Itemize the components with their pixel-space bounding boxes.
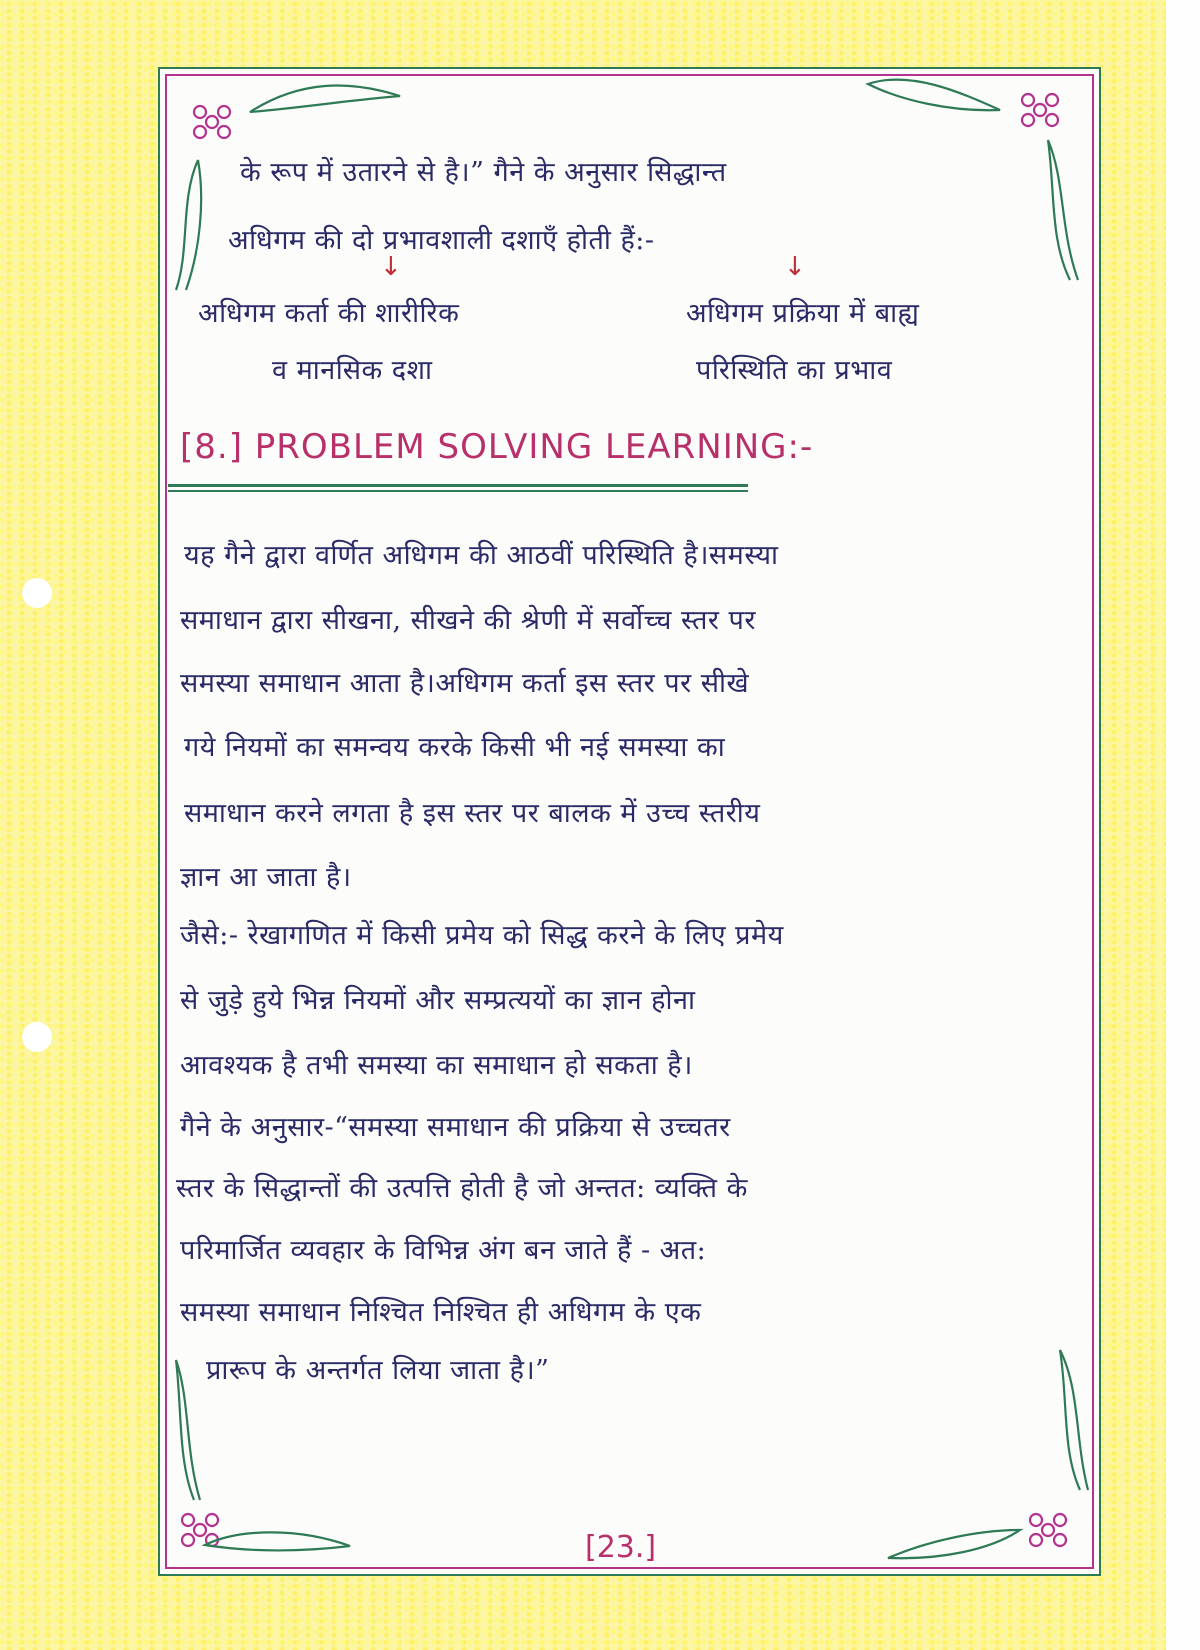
heading-underline	[168, 484, 748, 487]
body-line: ज्ञान आ जाता है।	[180, 862, 352, 893]
page-number: [23.]	[585, 1530, 657, 1565]
condition-left-line2: व मानसिक दशा	[272, 355, 433, 386]
body-line: समाधान द्वारा सीखना, सीखने की श्रेणी में सर्वोच्च स्तर पर	[180, 605, 756, 636]
condition-right-line1: अधिगम प्रक्रिया में बाह्य	[686, 298, 920, 329]
intro-line: अधिगम की दो प्रभावशाली दशाएँ होती हैं:-	[228, 225, 655, 256]
body-line: जैसे:- रेखागणित में किसी प्रमेय को सिद्ध करने के लिए प्रमेय	[180, 920, 784, 951]
body-line: आवश्यक है तभी समस्या का समाधान हो सकता है।	[180, 1050, 693, 1081]
body-line: समस्या समाधान आता है।अधिगम कर्ता इस स्तर पर सीखे	[180, 668, 750, 699]
body-line: गैने के अनुसार-“समस्या समाधान की प्रक्रिया से उच्चतर	[180, 1112, 731, 1143]
body-line: परिमार्जित व्यवहार के विभिन्न अंग बन जाते हैं - अत:	[180, 1235, 707, 1266]
heading-underline	[168, 490, 748, 492]
condition-right-line2: परिस्थिति का प्रभाव	[696, 355, 893, 386]
body-line: समाधान करने लगता है इस स्तर पर बालक में उच्च स्तरीय	[184, 798, 761, 829]
page-edge	[1166, 0, 1200, 1650]
body-line: से जुड़े हुये भिन्न नियमों और सम्प्रत्ययों का ज्ञान होना	[180, 985, 696, 1016]
condition-left-line1: अधिगम कर्ता की शारीरिक	[198, 298, 460, 329]
body-line: स्तर के सिद्धान्तों की उत्पत्ति होती है जो अन्तत: व्यक्ति के	[176, 1173, 748, 1204]
down-arrow-icon: ↓	[380, 252, 402, 282]
punch-hole	[22, 1022, 52, 1052]
body-line: यह गैने द्वारा वर्णित अधिगम की आठवीं परिस्थिति है।समस्या	[184, 540, 779, 571]
body-line: गये नियमों का समन्वय करके किसी भी नई समस्या का	[184, 732, 726, 763]
down-arrow-icon: ↓	[784, 252, 806, 282]
section-heading: [8.] PROBLEM SOLVING LEARNING:-	[180, 427, 814, 467]
body-line: समस्या समाधान निश्चित निश्चित ही अधिगम के एक	[180, 1297, 702, 1328]
body-line: प्रारूप के अन्तर्गत लिया जाता है।”	[206, 1355, 550, 1386]
punch-hole	[22, 578, 52, 608]
intro-line: के रूप में उतारने से है।” गैने के अनुसार सिद्धान्त	[240, 157, 727, 188]
